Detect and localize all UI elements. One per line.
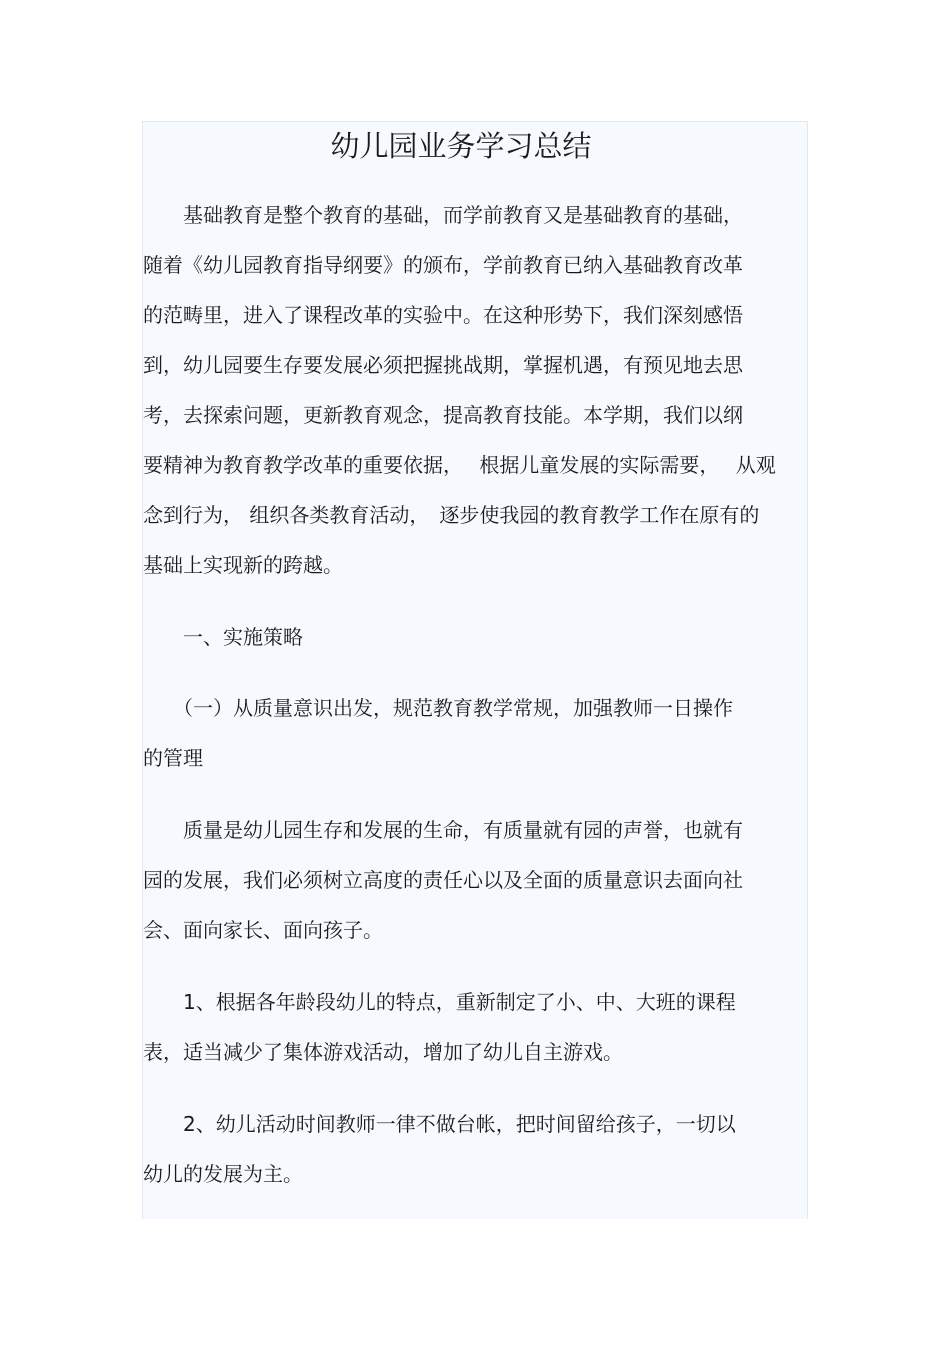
document-title: 幼儿园业务学习总结 bbox=[330, 129, 592, 163]
document-page bbox=[142, 121, 808, 1219]
paragraph-line: 基础上实现新的跨越。 bbox=[143, 553, 343, 577]
paragraph-line: 园的发展，我们必须树立高度的责任心以及全面的质量意识去面向社 bbox=[143, 868, 743, 892]
paragraph-line: 到，幼儿园要生存要发展必须把握挑战期，掌握机遇，有预见地去思 bbox=[143, 353, 743, 377]
paragraph-line: 念到行为， 组织各类教育活动， 逐步使我园的教育教学工作在原有的 bbox=[143, 503, 760, 527]
paragraph-line: 的范畴里，进入了课程改革的实验中。在这种形势下，我们深刻感悟 bbox=[143, 303, 743, 327]
list-item-line: 幼儿的发展为主。 bbox=[143, 1162, 303, 1186]
subsection-heading: 的管理 bbox=[143, 746, 203, 770]
list-item-line: 1、根据各年龄段幼儿的特点，重新制定了小、中、大班的课程 bbox=[143, 990, 736, 1014]
paragraph-line: 会、面向家长、面向孩子。 bbox=[143, 918, 383, 942]
paragraph-line: 考，去探索问题，更新教育观念，提高教育技能。本学期，我们以纲 bbox=[143, 403, 743, 427]
paragraph-line: 随着《幼儿园教育指导纲要》的颁布，学前教育已纳入基础教育改革 bbox=[143, 253, 743, 277]
list-item-line: 2、幼儿活动时间教师一律不做台帐，把时间留给孩子，一切以 bbox=[143, 1112, 736, 1136]
subsection-heading: （一）从质量意识出发，规范教育教学常规，加强教师一日操作 bbox=[143, 696, 733, 720]
paragraph-line: 基础教育是整个教育的基础，而学前教育又是基础教育的基础， bbox=[143, 203, 743, 227]
section-heading: 一、实施策略 bbox=[143, 625, 303, 649]
paragraph-line: 要精神为教育教学改革的重要依据， 根据儿童发展的实际需要， 从观 bbox=[143, 453, 776, 477]
paragraph-line: 质量是幼儿园生存和发展的生命，有质量就有园的声誉，也就有 bbox=[143, 818, 743, 842]
list-item-line: 表，适当减少了集体游戏活动，增加了幼儿自主游戏。 bbox=[143, 1040, 623, 1064]
